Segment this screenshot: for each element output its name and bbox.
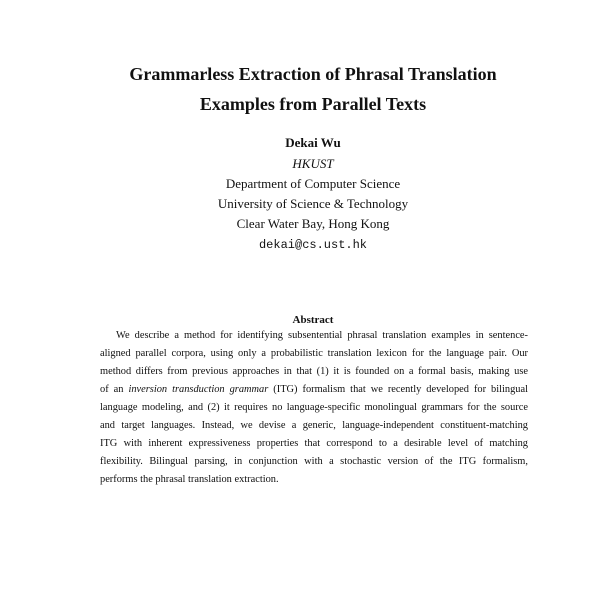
author-email: dekai@cs.ust.hk [258, 238, 368, 252]
author-name: Dekai Wu [285, 135, 341, 150]
abstract-line-suffix: (ITG) formalism that we recently developed for bilingual [268, 384, 528, 395]
paper-title-line-1: Grammarless Extraction of Phrasal Translation [129, 64, 497, 84]
paper-title-line-2: Examples from Parallel Texts [199, 94, 427, 114]
abstract-line: We describe a method for identifying subsentential phrasal translation examples in sentence- [116, 330, 528, 341]
abstract-line [100, 381, 528, 399]
abstract-heading: Abstract [292, 314, 334, 326]
abstract-line: aligned parallel corpora, using only a probabilistic translation lexicon for the language pair. Our [100, 348, 528, 359]
author-department: Department of Computer Science [225, 176, 401, 191]
abstract-line: ITG with inherent expressiveness properties that correspond to a desirable level of matching [100, 438, 528, 449]
author-university: University of Science & Technology [217, 196, 409, 211]
abstract-body [100, 327, 528, 489]
abstract-line: and target languages. Instead, we devise a generic, language-independent constituent-matching [100, 420, 528, 431]
abstract-italic-term: inversion transduction grammar [128, 384, 269, 395]
abstract-line: performs the phrasal translation extraction. [100, 474, 279, 485]
abstract-line: language modeling, and (2) it requires no language-specific monolingual grammars for the source [100, 402, 528, 413]
abstract-line-prefix: of an [100, 384, 129, 395]
abstract-line: method differs from previous approaches in that (1) it is founded on a formal basis, making use [100, 366, 528, 377]
author-address: Clear Water Bay, Hong Kong [236, 216, 390, 231]
abstract-line: flexibility. Bilingual parsing, in conjunction with a stochastic version of the ITG formalism, [100, 456, 528, 467]
author-affiliation: HKUST [292, 156, 334, 171]
